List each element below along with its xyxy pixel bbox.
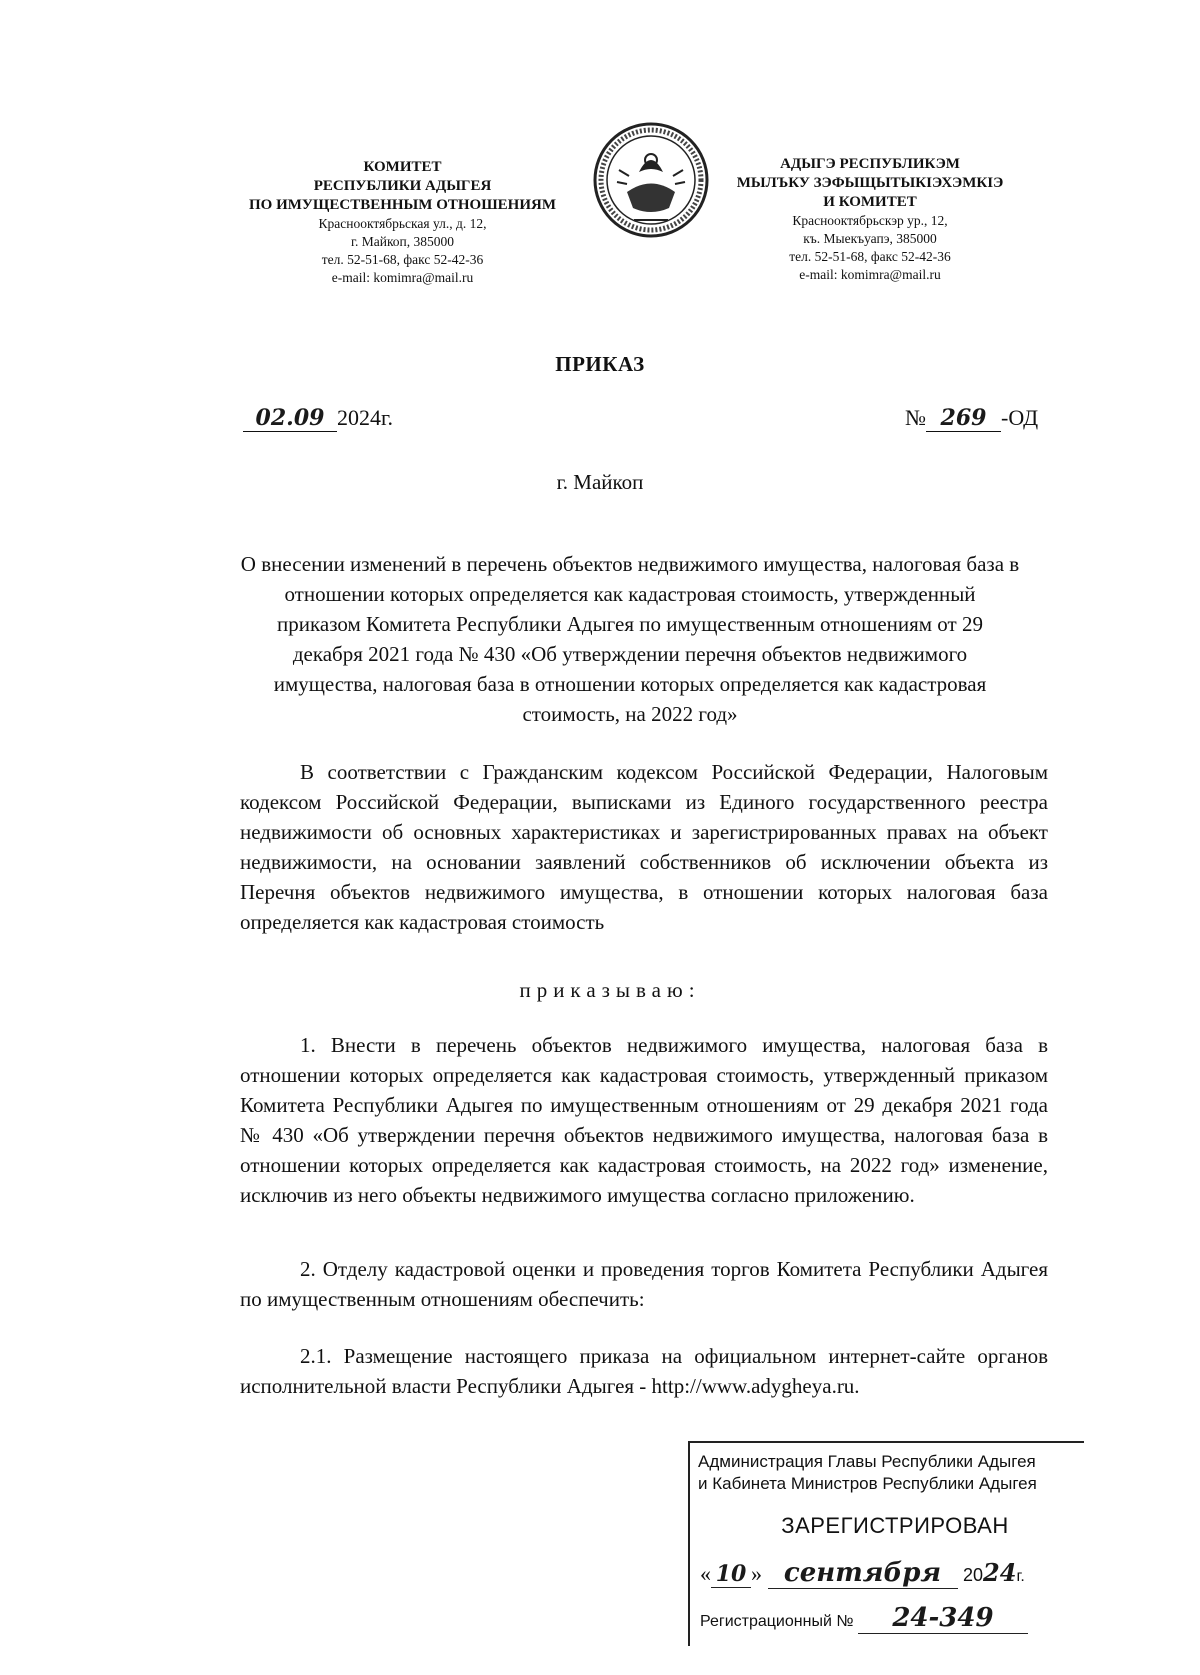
- right-header: [720, 155, 1020, 284]
- item-1-paragraph: 1. Внести в перечень объектов недвижимого имущества, налоговая база в отношении которых определяется как кадастровая стоимость, утвержденный приказом Комитета Республики Адыгея по имущественным отношениям от 29 декабря 2021 года № 430 «Об утверждении перечня объектов недвижимого имущества, налоговая база в отношении которых определяется как кадастровая стоимость, на 2022 год» изменение, исключив из него объекты недвижимого имущества согласно приложению.: [240, 1033, 1048, 1207]
- stamp-reg-number: 24-349: [858, 1603, 1028, 1634]
- stamp-authority: [698, 1451, 1078, 1495]
- stamp-year-unit: г.: [1016, 1568, 1025, 1585]
- left-header-address2: г. Майкоп, 385000: [350, 234, 455, 249]
- number-prefix: №: [905, 405, 926, 430]
- item-2-1-paragraph: 2.1. Размещение настоящего приказа на официальном интернет-сайте органов исполнительной власти Республики Адыгея - http://www.adygheya.ru.: [240, 1344, 1048, 1398]
- stamp-reg-label: Регистрационный №: [700, 1613, 854, 1630]
- order-number: [905, 405, 1038, 432]
- order-subject: О внесении изменений в перечень объектов недвижимого имущества, налоговая база в отношении которых определяется как кадастровая стоимость, утвержденный приказом Комитета Республики Адыгея по имущественным отношениям от 29 декабря 2021 года № 430 «Об утверждении перечня объектов недвижимого имущества, налоговая база в отношении которых определяется как кадастровая стоимость, на 2022 год»: [240, 552, 1020, 726]
- left-header-phone: тел. 52-51-68, факс 52-42-36: [321, 252, 484, 267]
- emblem-icon: [589, 120, 714, 240]
- stamp-day: 10: [711, 1561, 751, 1588]
- order-date: [243, 405, 393, 432]
- handwritten-number: 269: [926, 405, 1001, 432]
- left-header-line2: РЕСПУБЛИКИ АДЫГЕЯ: [313, 178, 492, 194]
- right-header-phone: тел. 52-51-68, факс 52-42-36: [789, 249, 951, 264]
- right-header-address2: къ. Мыекъуапэ, 385000: [803, 231, 937, 246]
- left-header-email: e-mail: komimra@mail.ru: [331, 270, 474, 285]
- stamp-authority-line1: Администрация Главы Республики Адыгея: [698, 1452, 1036, 1471]
- right-header-line1: АДЫГЭ РЕСПУБЛИКЭМ: [780, 156, 960, 172]
- stamp-month: сентября: [768, 1558, 958, 1589]
- left-header: [225, 158, 580, 287]
- left-header-line3: ПО ИМУЩЕСТВЕННЫМ ОТНОШЕНИЯМ: [248, 197, 557, 213]
- left-header-address1: Краснооктябрьская ул., д. 12,: [318, 216, 487, 231]
- date-year: 2024г.: [337, 405, 394, 430]
- right-header-line2: МЫЛЪКУ ЗЭФЫЩЫТЫКIЭХЭМКIЭ: [736, 175, 1004, 191]
- number-suffix: -ОД: [1001, 405, 1039, 430]
- stamp-registration: [700, 1603, 1080, 1634]
- registration-stamp: [688, 1441, 1084, 1646]
- stamp-date: « 10 » сентября 2024г.: [700, 1558, 1025, 1588]
- handwritten-date: 02.09: [243, 405, 337, 432]
- city: г. Майкоп: [556, 470, 644, 494]
- stamp-status: ЗАРЕГИСТРИРОВАН: [781, 1513, 1009, 1538]
- right-header-line3: И КОМИТЕТ: [823, 194, 917, 210]
- left-header-line1: КОМИТЕТ: [363, 159, 442, 175]
- stamp-year-suffix: 24: [983, 1558, 1017, 1587]
- right-header-address1: Краснооктябрьскэр ур., 12,: [792, 213, 948, 228]
- order-word: приказываю:: [519, 978, 701, 1002]
- stamp-year-prefix: 20: [963, 1565, 984, 1585]
- preamble-paragraph: В соответствии с Гражданским кодексом Российской Федерации, Налоговым кодексом Российской Федерации, выписками из Единого государственного реестра недвижимости об основных характеристиках и зарегистрированных правах на объект недвижимости, на основании заявлений собственников об исключении объекта из Перечня объектов недвижимого имущества, в отношении которых налоговая база определяется как кадастровая стоимость: [240, 760, 1048, 934]
- stamp-authority-line2: и Кабинета Министров Республики Адыгея: [698, 1474, 1037, 1493]
- right-header-email: e-mail: komimra@mail.ru: [799, 267, 941, 282]
- item-2-paragraph: 2. Отделу кадастровой оценки и проведения торгов Комитета Республики Адыгея по имущественным отношениям обеспечить:: [240, 1257, 1048, 1311]
- document-title: ПРИКАЗ: [555, 352, 645, 376]
